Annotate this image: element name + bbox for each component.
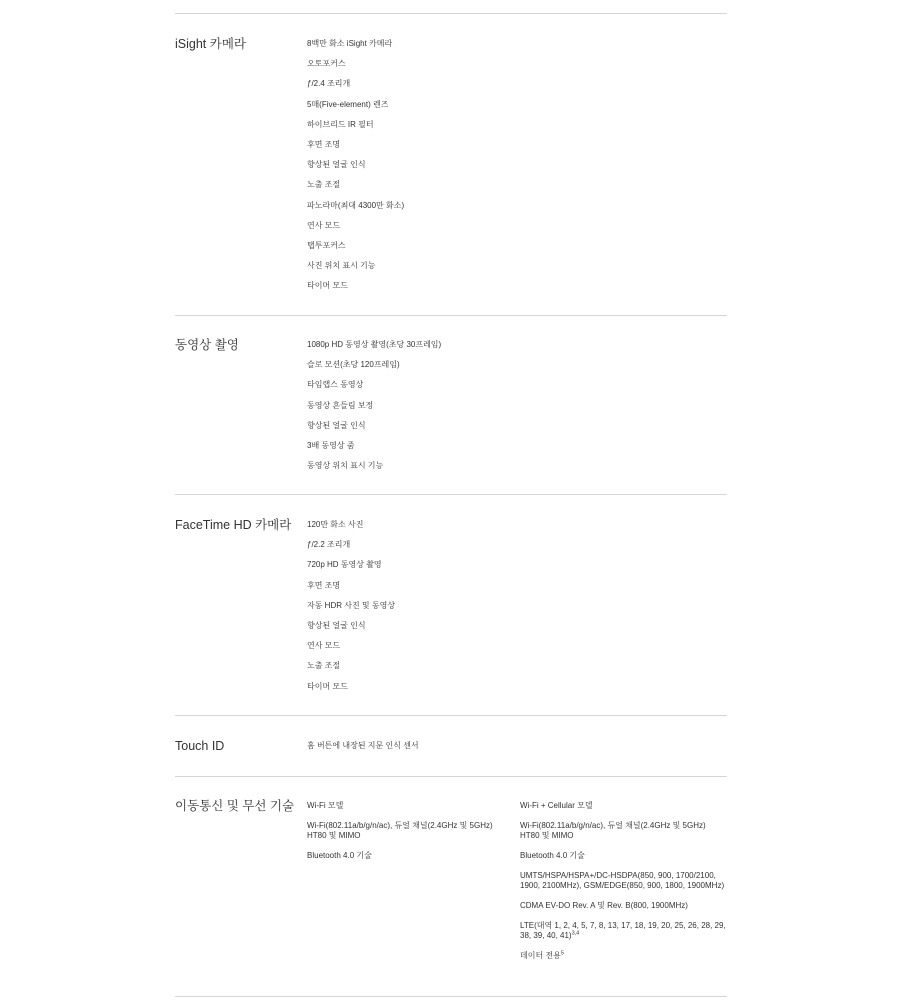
- spec-item: 연사 모드: [307, 220, 341, 230]
- spec-list: [307, 340, 441, 481]
- spec-item: 향상된 얼굴 인식: [307, 420, 366, 430]
- footnote-ref: 3,4: [571, 930, 580, 937]
- spec-item: 슬로 모션(초당 120프레임): [307, 360, 400, 370]
- spec-item-lte: [520, 921, 726, 941]
- section-title: iSight 카메라: [175, 37, 246, 51]
- spec-item: 타이머 모드: [307, 681, 348, 691]
- spec-item: 연사 모드: [307, 641, 341, 651]
- spec-item: 120만 화소 사진: [307, 520, 364, 529]
- spec-item: 노출 조절: [307, 661, 341, 671]
- section-title: Touch ID: [175, 739, 225, 753]
- spec-item: Wi-Fi(802.11a/b/g/n/ac), 듀얼 채널(2.4GHz 및 5GHz) HT80 및 MIMO: [307, 821, 493, 840]
- section-title: 동영상 촬영: [175, 338, 239, 352]
- spec-item: 720p HD 동영상 촬영: [307, 560, 382, 570]
- spec-item: Wi-Fi 모델: [307, 801, 344, 810]
- spec-item: 타임랩스 동영상: [307, 380, 364, 390]
- spec-item: 후면 조명: [307, 580, 341, 590]
- cellular-model-column: [520, 801, 726, 971]
- divider: [175, 13, 727, 14]
- spec-item: 5매(Five-element) 렌즈: [307, 99, 389, 109]
- divider: [175, 494, 727, 495]
- spec-item: 하이브리드 IR 필터: [307, 119, 374, 129]
- spec-item: ƒ/2.4 조리개: [307, 79, 351, 89]
- spec-item: 사진 위치 표시 기능: [307, 261, 376, 271]
- spec-item: 파노라마(최대 4300만 화소): [307, 200, 405, 210]
- spec-item: 3배 동영상 줌: [307, 440, 355, 450]
- divider: [175, 996, 727, 997]
- spec-item: CDMA EV-DO Rev. A 및 Rev. B(800, 1900MHz): [520, 901, 688, 910]
- data-only-text: 데이터 전용: [520, 951, 561, 960]
- spec-item: 후면 조명: [307, 139, 341, 149]
- divider: [175, 715, 727, 716]
- spec-item: 1080p HD 동영상 촬영(초당 30프레임): [307, 340, 442, 349]
- spec-item: Wi-Fi(802.11a/b/g/n/ac), 듀얼 채널(2.4GHz 및 5GHz) HT80 및 MIMO: [520, 821, 706, 840]
- spec-item: 노출 조절: [307, 180, 341, 190]
- spec-item: 8백만 화소 iSight 카메라: [307, 39, 393, 48]
- spec-item: 탭투포커스: [307, 240, 346, 250]
- spec-item: 자동 HDR 사진 및 동영상: [307, 600, 396, 610]
- lte-text: LTE(대역 1, 2, 4, 5, 7, 8, 13, 17, 18, 19, 20, 25, 26, 28, 29, 38, 39, 40, 41): [520, 921, 726, 940]
- section-title: FaceTime HD 카메라: [175, 518, 292, 532]
- spec-list: [307, 39, 404, 301]
- spec-item: 오토포커스: [307, 59, 346, 69]
- footnote-ref: 5: [560, 950, 564, 957]
- spec-item: ƒ/2.2 조리개: [307, 540, 351, 550]
- spec-item: 홈 버튼에 내장된 지문 인식 센서: [307, 741, 419, 750]
- spec-item-data-only: [520, 951, 726, 961]
- spec-item: Bluetooth 4.0 기술: [307, 851, 372, 860]
- spec-item: 향상된 얼굴 인식: [307, 620, 366, 630]
- wifi-model-column: [307, 801, 513, 871]
- spec-item: 동영상 흔들림 보정: [307, 400, 374, 410]
- spec-list: [307, 741, 419, 761]
- section-title: 이동통신 및 무선 기술: [175, 799, 295, 813]
- spec-item: Bluetooth 4.0 기술: [520, 851, 585, 860]
- spec-item: 향상된 얼굴 인식: [307, 160, 366, 170]
- spec-item: Wi-Fi + Cellular 모델: [520, 801, 593, 810]
- spec-item: UMTS/HSPA/HSPA+/DC-HSDPA(850, 900, 1700/2100, 1900, 2100MHz), GSM/EDGE(850, 900, 1800, 1900MHz): [520, 871, 725, 890]
- spec-item: 동영상 위치 표시 기능: [307, 461, 384, 471]
- spec-item: 타이머 모드: [307, 281, 348, 291]
- divider: [175, 776, 727, 777]
- divider: [175, 315, 727, 316]
- spec-list: [307, 520, 395, 702]
